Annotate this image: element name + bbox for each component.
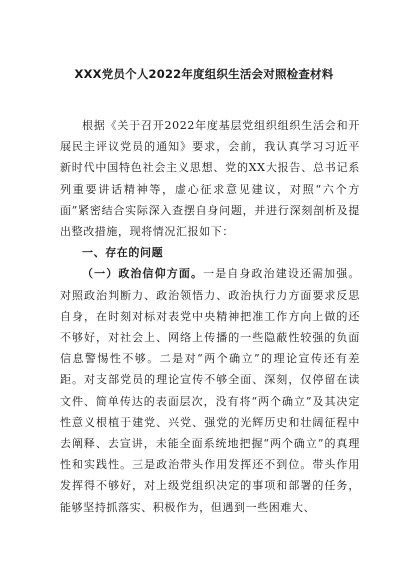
document-body — [60, 115, 360, 518]
political-belief-paragraph — [60, 263, 360, 517]
section-heading-problems: 一、存在的问题 — [82, 246, 164, 260]
intro-paragraph: 根据《关于召开2022年度基层党组织组织生活会和开展民主评议党员的通知》要求，会前，我认真学习习近平新时代中国特色社会主义思想、党的XX大报告、总书记系列重要讲话精神等，虚心征求意见建议，对照“六个方面”紧密结合实际深入查摆自身问题，并进行深刻剖析及提出整改措施，现将情况汇报如下： — [60, 119, 360, 239]
political-belief-text: 一是自身政治建设还需加强。对照政治判断力、政治领悟力、政治执行力方面要求反思自身，在时刻对标对表党中央精神把准工作方向上做的还不够好，对社会上、网络上传播的一些隐蔽性较强的负面信息警惕性不够。二是对“两个确立”的理论宣传还有差距。对支部党员的理论宣传不够全面、深刻，仅停留在读文件、简单传达的表面层次，没有将“两个确立”及其决定性意义根植于建党、兴党、强党的光辉历史和壮阔征程中去阐释、去宣讲，未能全面系统地把握“两个确立”的真理性和实践性。三是政治带头作用发挥还不到位。带头作用发挥得不够好，对上级党组织决定的事项和部署的任务，能够坚持抓落实、积极作为，但遇到一些困难大、 — [60, 267, 360, 514]
sub-heading-political-belief: （一）政治信仰方面。 — [82, 267, 204, 281]
document-title: XXX党员个人2022年度组织生活会对照检查材料 — [74, 67, 334, 81]
